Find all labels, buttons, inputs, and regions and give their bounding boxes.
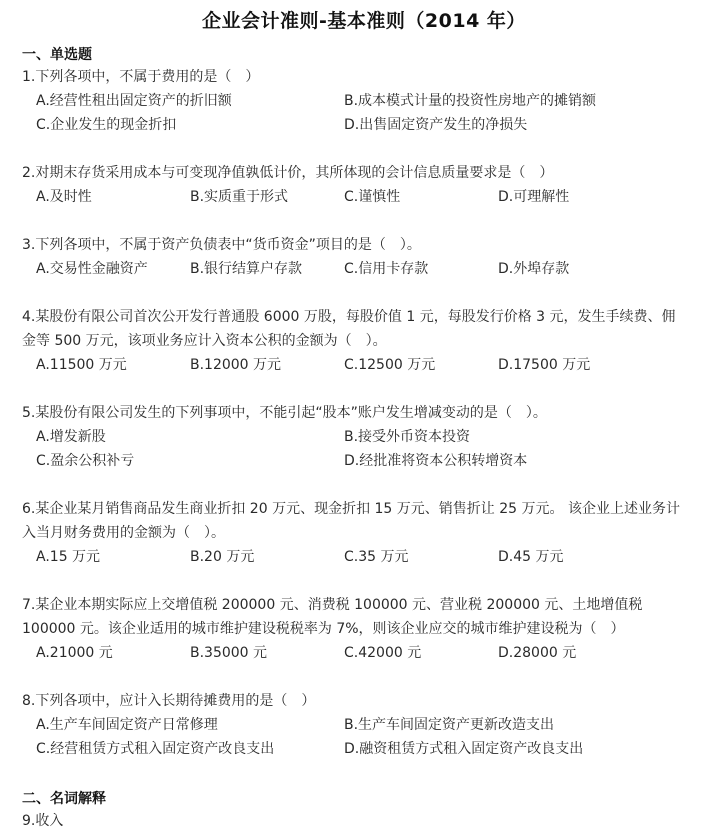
question-stem: 2.对期末存货采用成本与可变现净值孰低计价，其所体现的会计信息质量要求是（ ） <box>22 165 554 181</box>
option-b: B.20 万元 <box>190 549 255 565</box>
option-b: B.接受外币资本投资 <box>344 429 471 445</box>
option-c: C.经营租赁方式租入固定资产改良支出 <box>36 741 275 757</box>
option-d: D.经批准将资本公积转增资本 <box>344 453 528 469</box>
option-b: B.12000 万元 <box>190 357 282 373</box>
option-c: C.谨慎性 <box>344 189 401 205</box>
option-b: B.银行结算户存款 <box>190 261 303 277</box>
section-heading-single-choice: 一、单选题 <box>22 47 92 63</box>
option-c: C.42000 元 <box>344 645 422 661</box>
question-stem: 8.下列各项中，应计入长期待摊费用的是（ ） <box>22 693 316 709</box>
option-b: B.实质重于形式 <box>190 189 289 205</box>
option-c: C.信用卡存款 <box>344 261 429 277</box>
option-d: D.28000 元 <box>498 645 577 661</box>
question-1 <box>22 65 684 137</box>
question-stem: 9.收入 <box>22 813 64 829</box>
option-d: D.17500 万元 <box>498 357 591 373</box>
question-5 <box>22 401 684 473</box>
question-stem: 7.某企业本期实际应上交增值税 200000 元、消费税 100000 元、营业税 200000 元、土地增值税 100000 元。该企业适用的城市维护建设税税率为 7%，则该企业应交的城市维护建设税为（ ） <box>22 597 643 637</box>
option-a: A.11500 万元 <box>36 357 127 373</box>
option-d: D.外埠存款 <box>498 261 570 277</box>
option-a: A.经营性租出固定资产的折旧额 <box>36 93 232 109</box>
question-2 <box>22 161 684 209</box>
option-a: A.21000 元 <box>36 645 113 661</box>
option-a: A.增发新股 <box>36 429 106 445</box>
option-c: C.35 万元 <box>344 549 409 565</box>
question-3 <box>22 233 684 281</box>
option-d: D.出售固定资产发生的净损失 <box>344 117 528 133</box>
option-a: A.交易性金融资产 <box>36 261 148 277</box>
section-heading-term-explanation: 二、名词解释 <box>22 791 106 807</box>
option-d: D.45 万元 <box>498 549 564 565</box>
question-8 <box>22 689 684 761</box>
option-d: D.可理解性 <box>498 189 570 205</box>
question-7 <box>22 593 684 665</box>
question-stem: 1.下列各项中，不属于费用的是（ ） <box>22 69 260 85</box>
option-c: C.盈余公积补亏 <box>36 453 135 469</box>
question-6 <box>22 497 684 569</box>
question-stem: 4.某股份有限公司首次公开发行普通股 6000 万股，每股价值 1 元，每股发行价格 3 元，发生手续费、佣金等 500 万元，该项业务应计入资本公积的金额为（ ）。 <box>22 309 676 349</box>
option-a: A.15 万元 <box>36 549 101 565</box>
question-stem: 5.某股份有限公司发生的下列事项中，不能引起“股本”账户发生增减变动的是（ ）。 <box>22 405 547 421</box>
question-stem: 6.某企业某月销售商品发生商业折扣 20 万元、现金折扣 15 万元、销售折让 25 万元。 该企业上述业务计入当月财务费用的金额为（ ）。 <box>22 501 680 541</box>
question-stem: 3.下列各项中，不属于资产负债表中“货币资金”项目的是（ ）。 <box>22 237 421 253</box>
option-b: B.生产车间固定资产更新改造支出 <box>344 717 555 733</box>
question-4 <box>22 305 684 377</box>
question-9 <box>22 809 684 833</box>
option-a: A.生产车间固定资产日常修理 <box>36 717 218 733</box>
option-c: C.企业发生的现金折扣 <box>36 117 177 133</box>
page-title: 企业会计准则-基本准则（2014 年） <box>202 10 526 32</box>
option-c: C.12500 万元 <box>344 357 436 373</box>
option-d: D.融资租赁方式租入固定资产改良支出 <box>344 741 584 757</box>
option-b: B.35000 元 <box>190 645 268 661</box>
option-a: A.及时性 <box>36 189 92 205</box>
option-b: B.成本模式计量的投资性房地产的摊销额 <box>344 93 597 109</box>
